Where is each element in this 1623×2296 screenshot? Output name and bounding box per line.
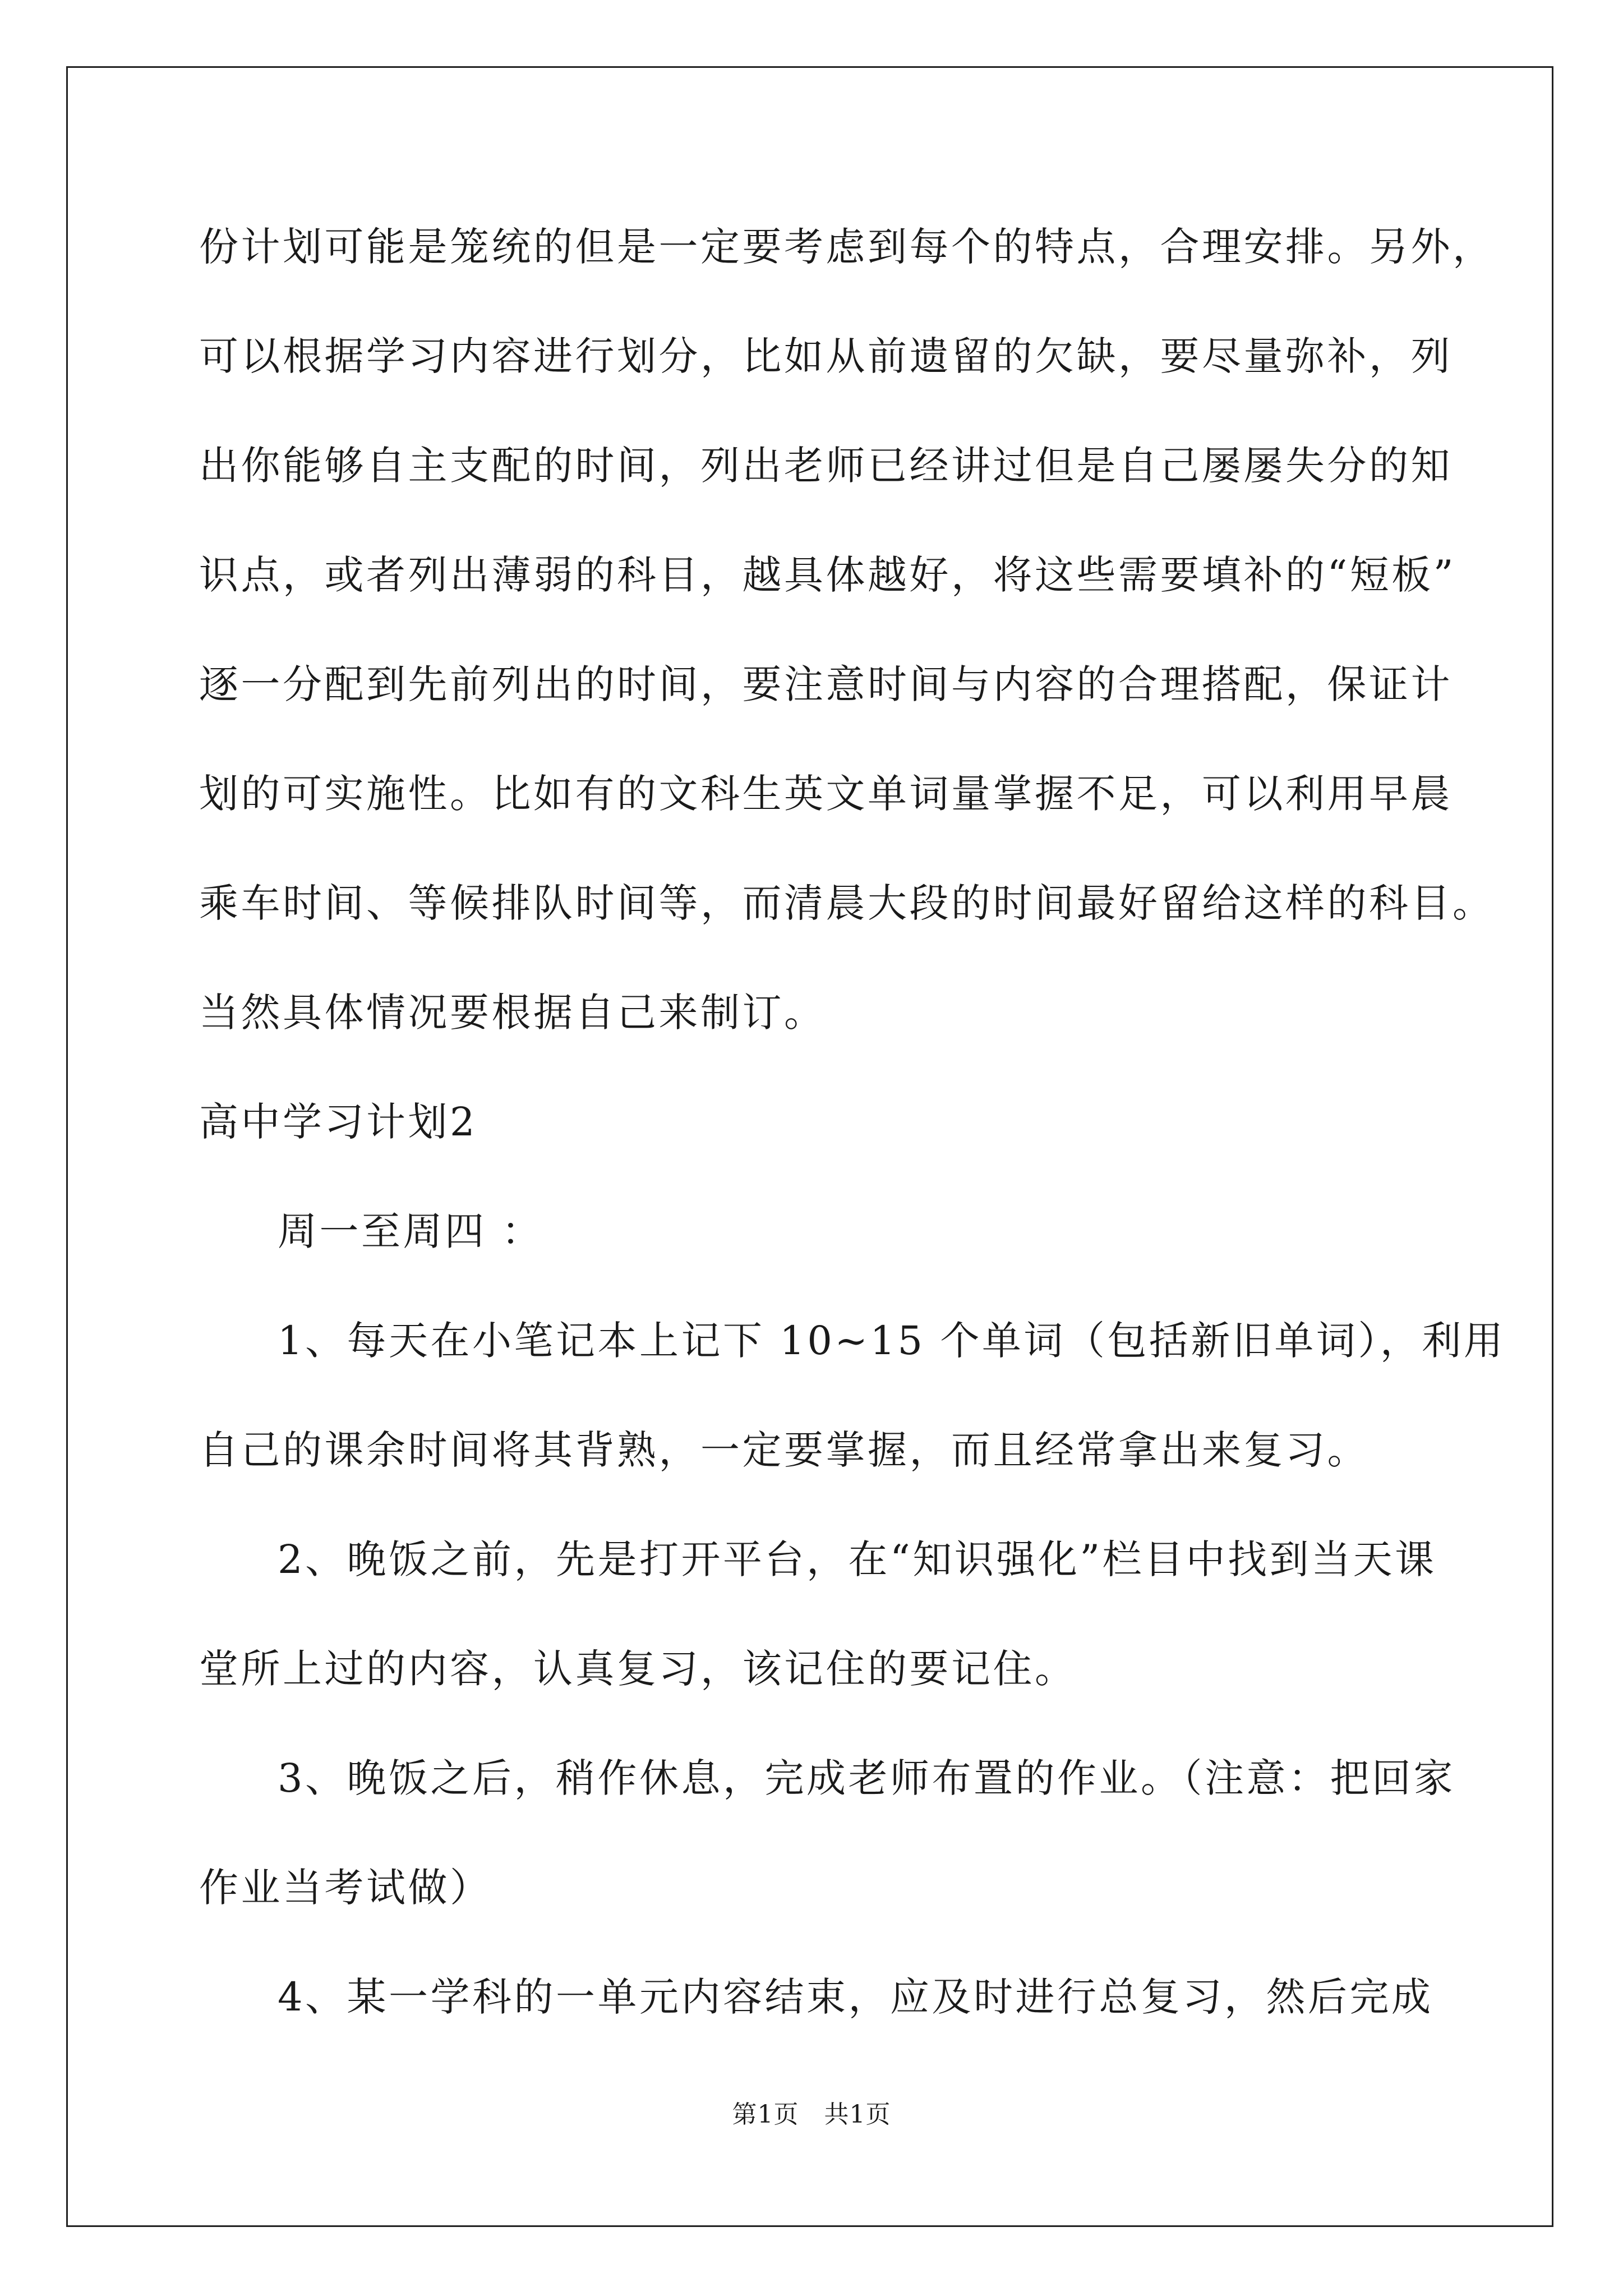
text-line: 周一至周四 ： bbox=[278, 1208, 543, 1254]
text-line: 份计划可能是笼统的但是一定要考虑到每个的特点，合理安排。另外， bbox=[199, 224, 1495, 270]
text-line: 出你能够自主支配的时间，列出老师已经讲过但是自己屡屡失分的知 bbox=[199, 443, 1453, 489]
text-line: 堂所上过的内容，认真复习，该记住的要记住。 bbox=[199, 1646, 1077, 1692]
text-line: 作业当考试做） bbox=[199, 1865, 492, 1911]
list-item: 4、某一学科的一单元内容结束，应及时进行总复习，然后完成 bbox=[278, 1974, 1433, 2020]
text-line: 可以根据学习内容进行划分，比如从前遗留的欠缺，要尽量弥补，列 bbox=[199, 333, 1453, 379]
text-line: 逐一分配到先前列出的时间，要注意时间与内容的合理搭配，保证计 bbox=[199, 661, 1453, 707]
text-line: 乘车时间、等候排队时间等，而清晨大段的时间最好留给这样的科目。 bbox=[199, 880, 1495, 926]
page-footer: 第1页 共1页 bbox=[732, 2100, 891, 2129]
list-item: 2、晚饭之前，先是打开平台，在“知识强化”栏目中找到当天课 bbox=[278, 1536, 1437, 1582]
list-item: 3、晚饭之后，稍作休息，完成老师布置的作业。（注意：把回家 bbox=[278, 1755, 1456, 1801]
text-line: 自己的课余时间将其背熟，一定要掌握，而且经常拿出来复习。 bbox=[199, 1427, 1369, 1473]
text-line: 识点，或者列出薄弱的科目，越具体越好，将这些需要填补的“短板” bbox=[199, 552, 1456, 598]
section-heading: 高中学习计划2 bbox=[199, 1099, 478, 1145]
list-item: 1、每天在小笔记本上记下 10~15 个单词（包括新旧单词），利用 bbox=[278, 1318, 1506, 1364]
text-line: 划的可实施性。比如有的文科生英文单词量掌握不足，可以利用早晨 bbox=[199, 771, 1453, 817]
text-line: 当然具体情况要根据自己来制订。 bbox=[199, 990, 826, 1036]
